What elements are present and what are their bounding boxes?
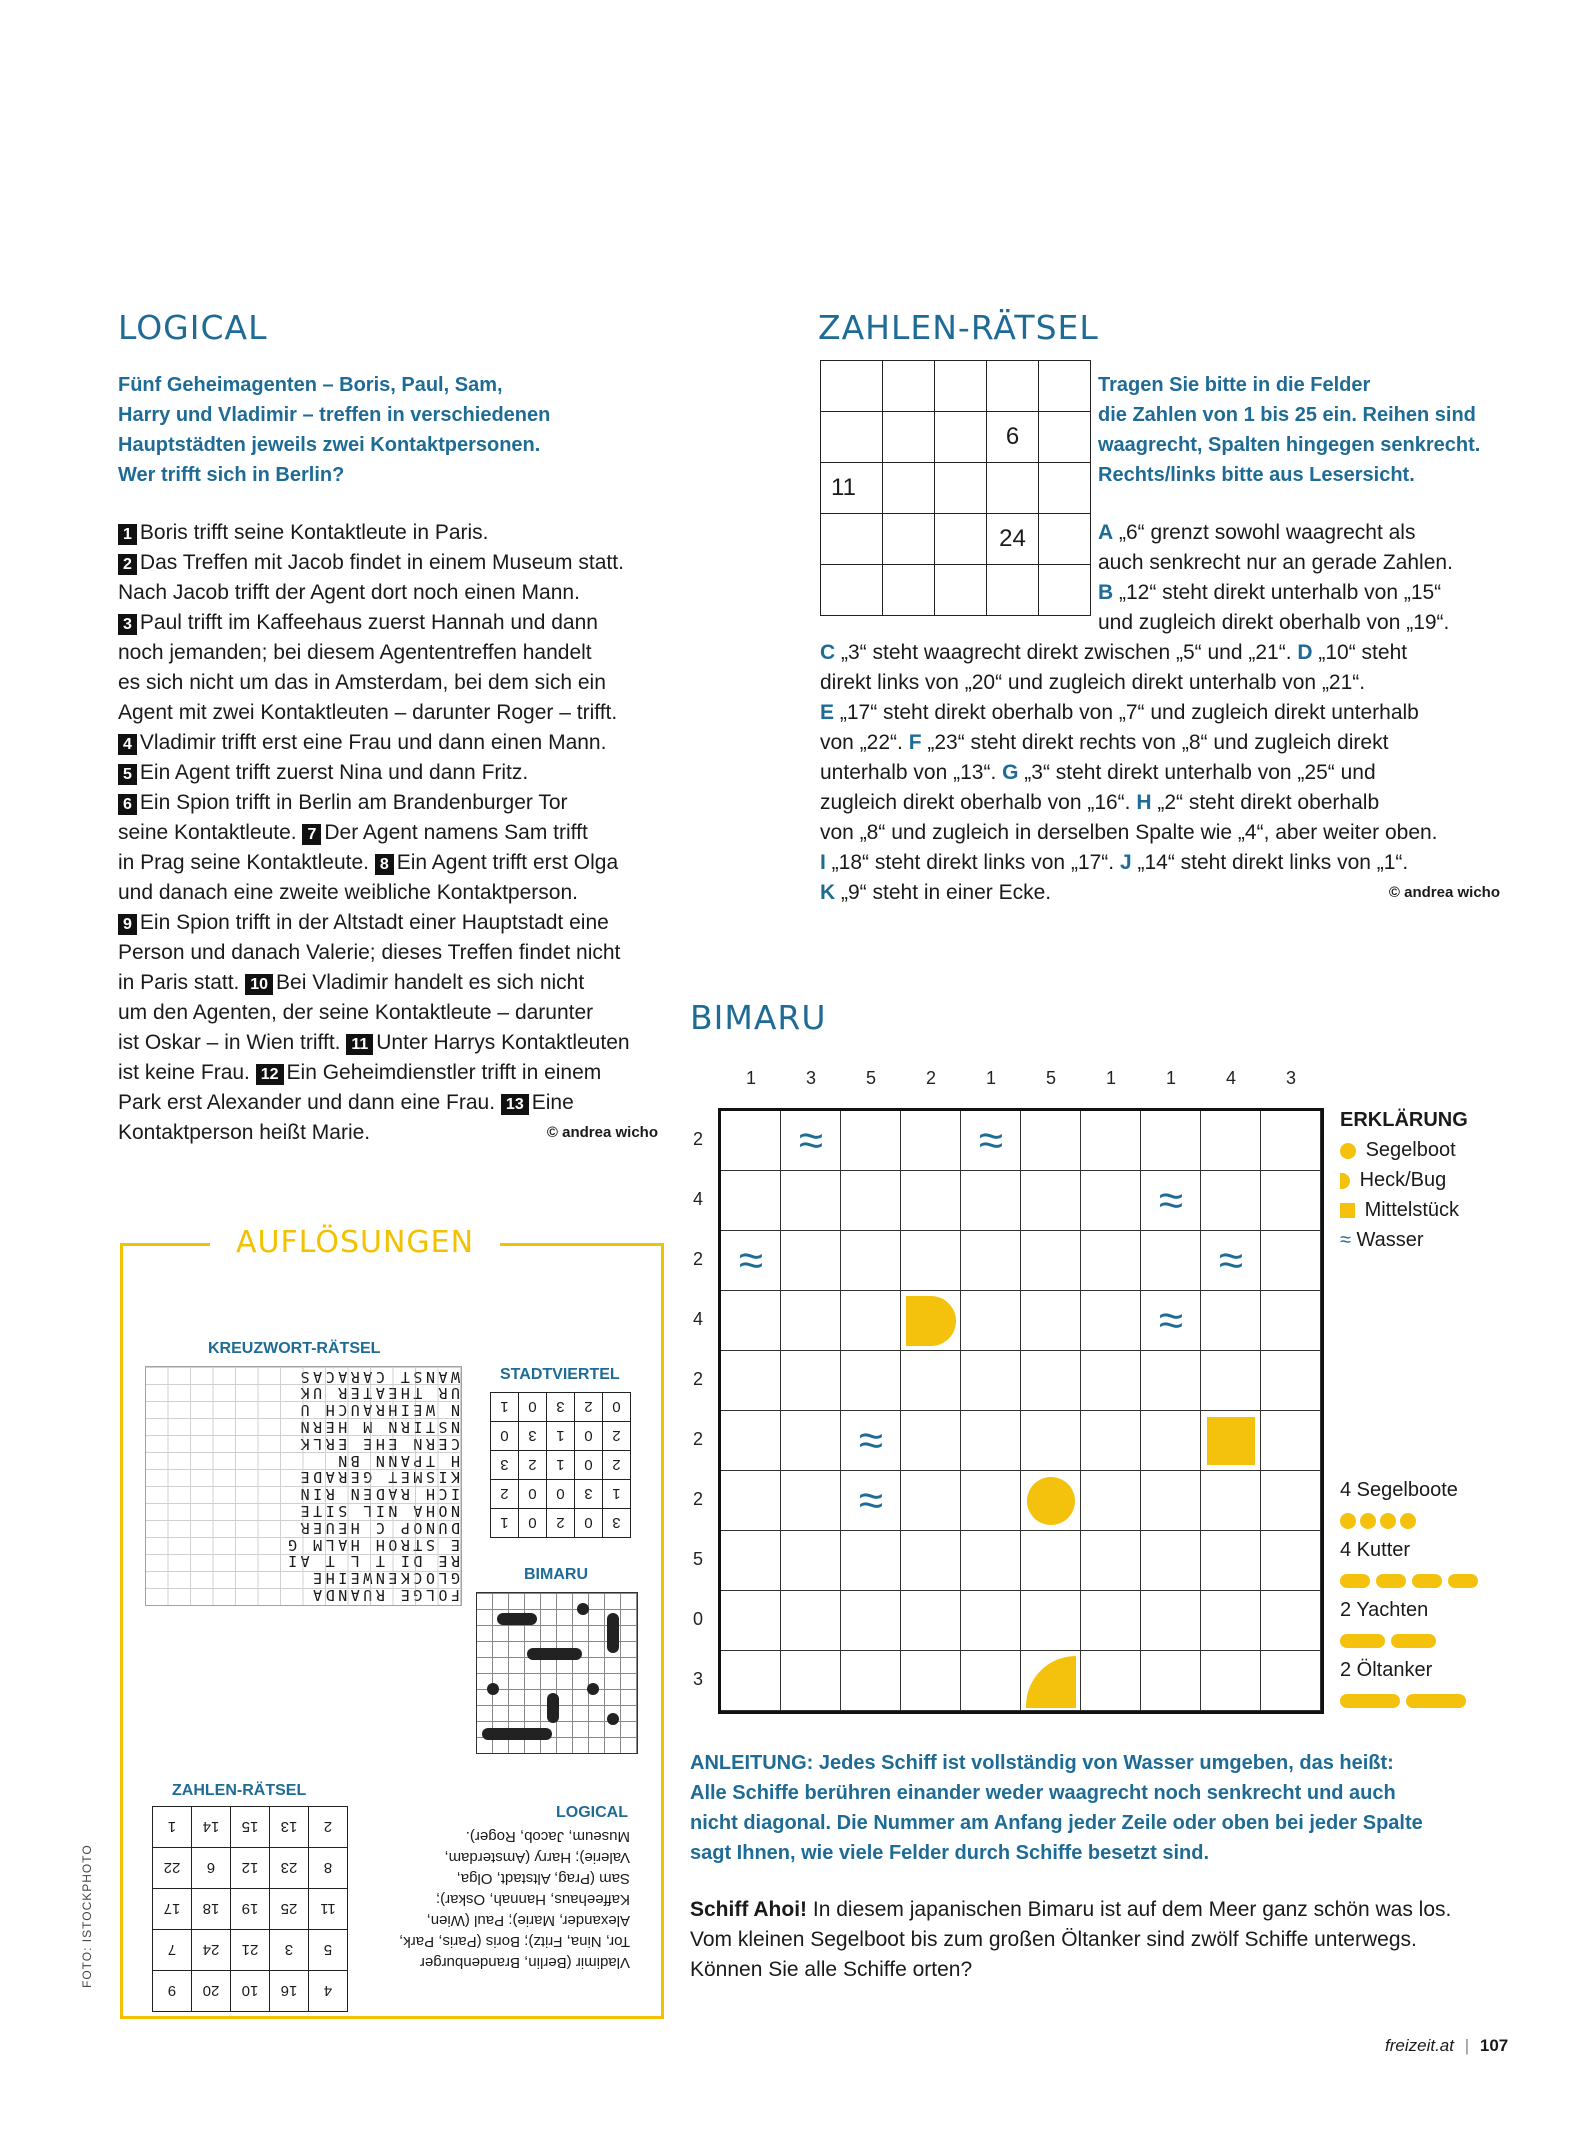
bimaru-cell[interactable] [1081, 1591, 1141, 1651]
wave-icon: ≈ [798, 1116, 824, 1165]
bimaru-cell[interactable] [1141, 1411, 1201, 1471]
bimaru-cell[interactable] [1081, 1471, 1141, 1531]
bimaru-cell[interactable] [961, 1291, 1021, 1351]
zahlen-title: ZAHLEN-RÄTSEL [818, 308, 1099, 347]
bimaru-cell[interactable] [1261, 1531, 1321, 1591]
col-clue: 3 [1285, 1068, 1296, 1088]
sol-bimaru-grid [476, 1592, 638, 1754]
bimaru-cell[interactable] [781, 1591, 841, 1651]
bimaru-cell[interactable] [1141, 1291, 1201, 1351]
bimaru-cell[interactable] [841, 1111, 901, 1171]
bimaru-cell[interactable] [1141, 1111, 1201, 1171]
zahlen-clues-right: A „6“ grenzt sowohl waagrecht als auch senkrecht nur an gerade Zahlen. B „12“ steht direkt unterhalb von „15“ und zugleich direkt oberhalb von „19“. [1098, 521, 1453, 634]
wave-icon: ≈ [1158, 1176, 1184, 1225]
bimaru-story: Schiff Ahoi! In diesem japanischen Bimaru ist auf dem Meer ganz schön was los. Vom kleinen Segelboot bis zum großen Öltanker sind zwölf Schiffe unterwegs. Können Sie alle Schiffe orten? [690, 1898, 1452, 1981]
row-clue: 3 [692, 1669, 703, 1689]
page-footer: freizeit.at | 107 [1385, 2036, 1509, 2055]
bimaru-cell[interactable] [1141, 1351, 1201, 1411]
row-clue: 4 [692, 1189, 703, 1209]
bimaru-cell[interactable] [1261, 1471, 1321, 1531]
row-clue: 2 [692, 1129, 703, 1149]
wave-icon: ≈ [738, 1236, 764, 1285]
bimaru-cell[interactable] [1081, 1351, 1141, 1411]
wave-icon: ≈ [858, 1416, 884, 1465]
sol-zahlen-grid: 4 16 10 20 9 5 3 21 24 7 11 25 19 18 17 8 23 12 6 22 2 13 15 14 1 [152, 1806, 348, 2012]
site-name: freizeit.at [1385, 2036, 1454, 2055]
bimaru-cell[interactable] [721, 1411, 781, 1471]
bimaru-cell[interactable] [841, 1531, 901, 1591]
bimaru-cell[interactable] [1081, 1411, 1141, 1471]
solutions-title-wrap [210, 1225, 500, 1260]
bimaru-cell[interactable] [781, 1471, 841, 1531]
bimaru-cell[interactable] [1141, 1171, 1201, 1231]
bimaru-cell[interactable] [841, 1291, 901, 1351]
bimaru-cell[interactable] [841, 1351, 901, 1411]
bimaru-cell[interactable] [781, 1651, 841, 1711]
bimaru-cell[interactable] [1261, 1411, 1321, 1471]
bimaru-cell[interactable] [1201, 1591, 1261, 1651]
bimaru-cell[interactable] [961, 1351, 1021, 1411]
bimaru-fleet: 4 Segelboote 4 Kutter 2 Yachten 2 Öltanker [1340, 1475, 1484, 1715]
bimaru-cell[interactable] [961, 1411, 1021, 1471]
bimaru-cell[interactable] [961, 1171, 1021, 1231]
bimaru-cell[interactable] [961, 1651, 1021, 1711]
bimaru-cell[interactable] [721, 1651, 781, 1711]
bimaru-cell[interactable] [721, 1111, 781, 1171]
bimaru-cell[interactable] [901, 1231, 961, 1291]
row-clue: 2 [692, 1249, 703, 1269]
bimaru-cell[interactable] [1201, 1471, 1261, 1531]
row-clue: 5 [692, 1549, 703, 1569]
segelboot-icon [1340, 1143, 1356, 1159]
col-clue: 1 [745, 1068, 756, 1088]
sol-stadt-grid: 3 0 2 0 1 1 3 0 0 2 2 0 1 2 3 2 0 1 3 0 0 2 3 0 1 [490, 1392, 631, 1538]
sol-logical-text: Vladimir (Berlin, Brandenburger Tor, Nina, Fritz); Boris (Paris, Park, Alexander, Marie); Paul (Wien, Kaffeehaus, Hannah, Oskar); Sam (Prag, Altstadt, Olga, Valerie); Harry (Amsterdam, Museum, Jacob, Roger). [399, 1828, 630, 1971]
bimaru-cell[interactable] [1081, 1231, 1141, 1291]
zahlen-intro: Tragen Sie bitte in die Felder die Zahlen von 1 bis 25 ein. Reihen sind waagrecht, Spalten hingegen senkrecht. Rechts/links bitte aus Lesersicht. [1098, 374, 1481, 486]
page-number: 107 [1479, 2036, 1509, 2055]
bimaru-cell[interactable] [1021, 1171, 1081, 1231]
bimaru-grid [718, 1108, 1324, 1714]
row-clue: 2 [692, 1369, 703, 1389]
bimaru-cell[interactable] [721, 1531, 781, 1591]
bimaru-anleitung: ANLEITUNG: Jedes Schiff ist vollständig von Wasser umgeben, das heißt: Alle Schiffe berühren einander weder waagrecht noch senkrecht und auch nicht diagonal. Die Nummer am Anfang jeder Zeile oder oben bei jeder Spalte sagt Ihnen, wie viele Felder durch Schiffe besetzt sind. [690, 1752, 1423, 1864]
logical-title: LOGICAL [118, 308, 268, 347]
bimaru-cell[interactable] [721, 1291, 781, 1351]
bimaru-cell[interactable] [781, 1171, 841, 1231]
sol-logical-head: LOGICAL [556, 1804, 628, 1821]
sol-zahlen-head: ZAHLEN-RÄTSEL [172, 1782, 307, 1799]
bimaru-cell[interactable] [1141, 1591, 1201, 1651]
bimaru-cell[interactable] [1021, 1231, 1081, 1291]
bimaru-cell[interactable] [721, 1231, 781, 1291]
logical-intro: Fünf Geheimagenten – Boris, Paul, Sam, Harry und Vladimir – treffen in verschiedenen Hauptstädten jeweils zwei Kontaktpersonen. Wer trifft sich in Berlin? [118, 374, 551, 486]
col-clue: 5 [865, 1068, 876, 1088]
bimaru-cell[interactable] [1021, 1351, 1081, 1411]
row-clue: 4 [692, 1309, 703, 1329]
bimaru-cell[interactable] [841, 1471, 901, 1531]
sol-kreuzwort-head: KREUZWORT-RÄTSEL [208, 1340, 381, 1357]
bimaru-cell[interactable] [781, 1411, 841, 1471]
sol-kreuzwort-lines [145, 1366, 462, 1606]
bimaru-cell[interactable] [1261, 1591, 1321, 1651]
bimaru-cell[interactable] [961, 1471, 1021, 1531]
wasser-icon: ≈ [1340, 1229, 1351, 1251]
sol-bimaru-head: BIMARU [524, 1566, 588, 1583]
bimaru-cell[interactable] [1141, 1531, 1201, 1591]
wave-icon: ≈ [978, 1116, 1004, 1165]
bimaru-cell[interactable] [841, 1591, 901, 1651]
logical-copyright: © andrea wicho [546, 1124, 658, 1141]
col-clue: 1 [1165, 1068, 1176, 1088]
bimaru-cell[interactable] [901, 1171, 961, 1231]
mittelstueck-icon [1340, 1203, 1355, 1218]
bimaru-cell[interactable] [1261, 1651, 1321, 1711]
wave-icon: ≈ [1158, 1296, 1184, 1345]
bimaru-cell[interactable] [781, 1291, 841, 1351]
wave-icon: ≈ [858, 1476, 884, 1525]
bimaru-legend: ERKLÄRUNG Segelboot Heck/Bug Mittelstück ≈ Wasser [1340, 1109, 1468, 1251]
bimaru-cell[interactable] [961, 1591, 1021, 1651]
col-clue: 2 [925, 1068, 936, 1088]
bimaru-cell[interactable] [1261, 1111, 1321, 1171]
bimaru-cell[interactable] [721, 1171, 781, 1231]
bimaru-cell[interactable] [961, 1531, 1021, 1591]
row-clue: 2 [692, 1429, 703, 1449]
wave-icon: ≈ [1218, 1236, 1244, 1285]
bimaru-cell[interactable] [1261, 1351, 1321, 1411]
bimaru-cell[interactable] [1201, 1651, 1261, 1711]
solutions-title: AUFLÖSUNGEN [236, 1225, 475, 1260]
number-grid: 6 11 24 [820, 360, 1091, 616]
bimaru-cell[interactable] [1141, 1471, 1201, 1531]
logical-clues: 1 Boris trifft seine Kontaktleute in Paris. 2 Das Treffen mit Jacob findet in einem Museum statt. Nach Jacob trifft der Agent dort noch einen Mann. 3 Paul trifft im Kaffeehaus zuerst Hannah und dann noch jemanden; bei diesem Agententreffen handelt es sich nicht um das in Amsterdam, bei dem sich ein Agent mit zwei Kontaktleuten – darunter Roger – trifft. 4 Vladimir trifft erst eine Frau und dann einen Mann. 5 Ein Agent trifft zuerst Nina und dann Fritz. 6 Ein Spion trifft in Berlin am Brandenburger Tor seine Kontaktleute. 7 Der Agent namens Sam trifft in Prag seine Kontaktleute. 8 Ein Agent trifft erst Olga und danach eine zweite weibliche Kontaktperson. 9 Ein Spion trifft in der Altstadt einer Hauptstadt eine Person und danach Valerie; dieses Treffen findet nicht in Paris statt. 10 Bei Vladimir handelt es sich nicht um den Agenten, der seine Kontaktleute – darunter ist Oskar – in Wien trifft. 11 Unter Harrys Kontaktleuten ist keine Frau. 12 Ein Geheimdienstler trifft in einem Park erst Alexander und dann eine Frau. 13 Eine Kontaktperson heißt Marie. © andrea wicho [118, 518, 658, 1148]
bimaru-cell[interactable] [1201, 1111, 1261, 1171]
bimaru-cell[interactable] [901, 1111, 961, 1171]
zahlen-copyright: © andrea wicho [1388, 884, 1500, 901]
bimaru-cell[interactable] [901, 1351, 961, 1411]
col-clue: 5 [1045, 1068, 1056, 1088]
photo-credit: FOTO: ISTOCKPHOTO [80, 1844, 94, 1988]
bimaru-cell[interactable] [901, 1411, 961, 1471]
bimaru-cell[interactable] [901, 1531, 961, 1591]
bimaru-cell[interactable] [1201, 1291, 1261, 1351]
bimaru-cell[interactable] [841, 1171, 901, 1231]
bimaru-cell[interactable] [1201, 1531, 1261, 1591]
bimaru-cell[interactable] [781, 1531, 841, 1591]
bimaru-cell[interactable] [961, 1231, 1021, 1291]
bimaru-cell[interactable] [1201, 1231, 1261, 1291]
bimaru-cell[interactable] [961, 1111, 1021, 1171]
heck-bug-icon [1340, 1173, 1350, 1189]
bimaru-cell[interactable] [1021, 1411, 1081, 1471]
bimaru-cell[interactable] [841, 1411, 901, 1471]
row-clue: 2 [692, 1489, 703, 1509]
sol-kreuzwort-grid: FOLGE RUANDA GLOCKENWEIHE RE DI T L T AI E STROH HALM G DUNOP C HEUER NOHA NIL SITE ICH RADEN RIN KISMET GERADE H TPANN BN CERN EHE ERLK NSTIRN M HERN N WEIHRAUCH U UR THEATER UK WANST CARACAS [284, 1367, 460, 1605]
bimaru-cell[interactable] [1021, 1591, 1081, 1651]
bimaru-cell[interactable] [781, 1111, 841, 1171]
bimaru-cell[interactable] [1261, 1171, 1321, 1231]
bimaru-cell[interactable] [1021, 1111, 1081, 1171]
bimaru-cell[interactable] [1021, 1291, 1081, 1351]
col-clue: 1 [1105, 1068, 1116, 1088]
bimaru-cell[interactable] [781, 1231, 841, 1291]
bimaru-cell[interactable] [1261, 1291, 1321, 1351]
bimaru-cell[interactable] [901, 1651, 961, 1711]
bimaru-cell[interactable] [1201, 1351, 1261, 1411]
bimaru-cell[interactable] [781, 1351, 841, 1411]
bimaru-cell[interactable] [1261, 1231, 1321, 1291]
bimaru-cell[interactable] [1081, 1111, 1141, 1171]
mittelstueck-piece [1207, 1417, 1255, 1465]
bimaru-cell[interactable] [1081, 1171, 1141, 1231]
bimaru-cell[interactable] [1021, 1531, 1081, 1591]
col-clue: 3 [805, 1068, 816, 1088]
sol-stadt-head: STADTVIERTEL [500, 1366, 620, 1383]
bimaru-cell[interactable] [901, 1591, 961, 1651]
bimaru-title: BIMARU [690, 998, 827, 1037]
bimaru-cell[interactable] [1081, 1651, 1141, 1711]
col-clue: 1 [985, 1068, 996, 1088]
bimaru-cell[interactable] [901, 1471, 961, 1531]
bimaru-cell[interactable] [1141, 1231, 1201, 1291]
heck-bug-piece [906, 1296, 956, 1346]
bimaru-cell[interactable] [721, 1471, 781, 1531]
bimaru-cell[interactable] [1081, 1531, 1141, 1591]
bimaru-cell[interactable] [721, 1351, 781, 1411]
col-clue: 4 [1225, 1068, 1236, 1088]
bimaru-cell[interactable] [841, 1651, 901, 1711]
row-clue: 0 [692, 1609, 703, 1629]
bimaru-cell[interactable] [1081, 1291, 1141, 1351]
segelboot-piece [1027, 1477, 1075, 1525]
bimaru-cell[interactable] [1201, 1171, 1261, 1231]
bimaru-cell[interactable] [841, 1231, 901, 1291]
zahlen-clues-full: C „3“ steht waagrecht direkt zwischen „5“ und „21“. D „10“ steht direkt links von „20“ und zugleich direkt unterhalb von „21“. E „17“ steht direkt oberhalb von „7“ und zugleich direkt unterhalb von „22“. F „23“ steht direkt rechts von „8“ und zugleich direkt unterhalb von „13“. G „3“ steht direkt unterhalb von „25“ und zugleich direkt oberhalb von „16“. H „2“ steht direkt oberhalb von „8“ und zugleich in derselben Spalte wie „4“, aber weiter oben. I „18“ steht direkt links von „17“. J „14“ steht direkt links von „1“. K „9“ steht in einer Ecke. © andrea wicho [820, 638, 1540, 908]
bimaru-cell[interactable] [721, 1591, 781, 1651]
bimaru-cell[interactable] [1141, 1651, 1201, 1711]
